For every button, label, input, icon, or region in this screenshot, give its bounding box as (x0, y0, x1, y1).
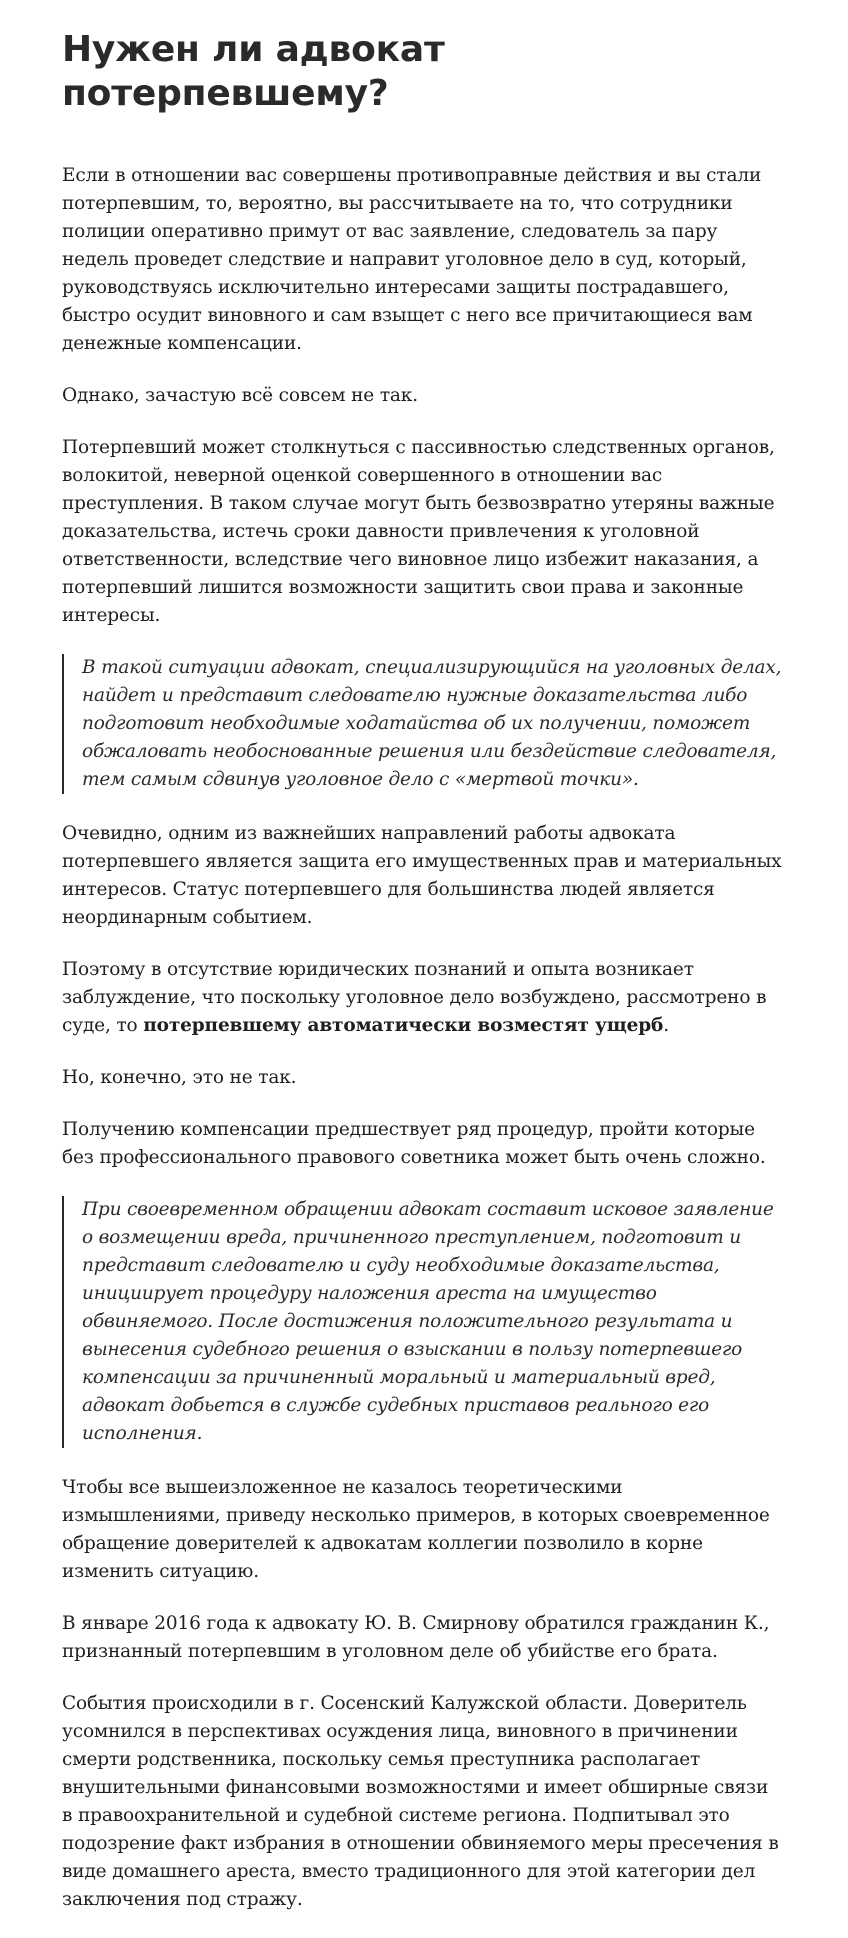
article-title: Нужен ли адвокат потерпевшему? (62, 29, 445, 114)
article (62, 0, 782, 1938)
paragraph-not-so: Но, конечно, это не так. (62, 1067, 297, 1088)
paragraph-examples: Чтобы все вышеизложенное не казалось теоретическими измышлениями, приведу несколько примеров, в которых своевременное обращение доверителей к адвокатам коллегии позволило в корне изменить ситуацию. (62, 1477, 770, 1582)
blockquote-lawyer-role: В такой ситуации адвокат, специализирующийся на уголовных делах, найдет и представит следователю нужные доказательства либо подготовит необходимые ходатайства об их получении, поможет обжаловать необоснованные решения или бездействие следователя, тем самым сдвинув уголовное дело с «мертвой точки». (62, 654, 782, 794)
paragraph-misconception (62, 956, 782, 1040)
paragraph-case-january: В январе 2016 года к адвокату Ю. В. Смирнову обратился гражданин К., признанный потерпевшим в уголовном деле об убийстве его брата. (62, 1613, 770, 1662)
blockquote-timely-appeal: При своевременном обращении адвокат составит исковое заявление о возмещении вреда, причиненного преступлением, подготовит и представит следователю и суду необходимые доказательства, инициирует процедуру наложения ареста на имущество обвиняемого. После достижения положительного результата и вынесения судебного решения о взыскании в пользу потерпевшего компенсации за причиненный моральный и материальный вред, адвокат добьется в службе судебных приставов реального его исполнения. (62, 1196, 782, 1448)
misconception-text: Поэтому в отсутствие юридических познаний и опыта возникает заблуждение, что поскольку уголовное дело возбуждено, рассмотрено в суде, то (62, 959, 767, 1036)
misconception-bold: потерпевшему автоматически возместят ущерб (143, 1015, 664, 1036)
paragraph-case-details: События происходили в г. Сосенский Калужской области. Доверитель усомнился в перспективах осуждения лица, виновного в причинении смерти родственника, поскольку семья преступника располагает внушительными финансовыми возможностями и имеет обширные связи в правоохранительной и судебной системе региона. Подпитывал это подозрение факт избрания в отношении обвиняемого меры пресечения в виде домашнего ареста, вместо традиционного для этой категории дел заключения под стражу. (62, 1693, 779, 1910)
paragraph-compensation: Получению компенсации предшествует ряд процедур, пройти которые без профессионального правового советника может быть очень сложно. (62, 1119, 766, 1168)
paragraph-however: Однако, зачастую всё совсем не так. (62, 385, 418, 406)
misconception-end: . (663, 1015, 669, 1036)
paragraph-intro: Если в отношении вас совершены противоправные действия и вы стали потерпевшим, то, вероятно, вы рассчитываете на то, что сотрудники полиции оперативно примут от вас заявление, следователь за пару недель проведет следствие и направит уголовное дело в суд, который, руководствуясь исключительно интересами защиты пострадавшего, быстро осудит виновного и сам взыщет с него все причитающиеся вам денежные компенсации. (62, 165, 762, 354)
paragraph-risks: Потерпевший может столкнуться с пассивностью следственных органов, волокитой, неверной оценкой совершенного в отношении вас преступления. В таком случае могут быть безвозвратно утеряны важные доказательства, истечь сроки давности привлечения к уголовной ответственности, вследствие чего виновное лицо избежит наказания, а потерпевший лишится возможности защитить свои права и законные интересы. (62, 437, 775, 626)
paragraph-property-rights: Очевидно, одним из важнейших направлений работы адвоката потерпевшего является защита его имущественных прав и материальных интересов. Статус потерпевшего для большинства людей является неординарным событием. (62, 823, 782, 928)
